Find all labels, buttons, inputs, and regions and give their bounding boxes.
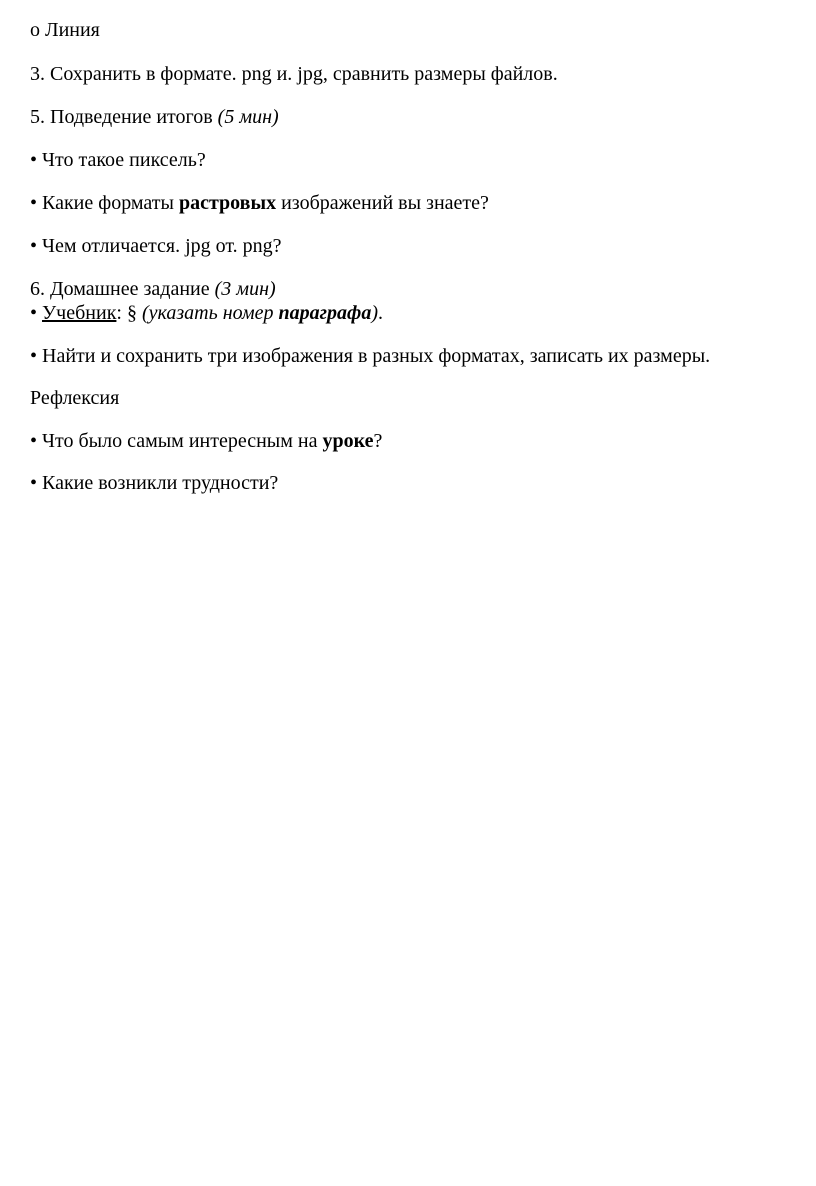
line-text: • Какие возникли трудности? <box>30 472 279 494</box>
instruction-note: (указать номер <box>141 302 279 324</box>
line-text: Рефлексия <box>30 387 120 409</box>
line-text: ? <box>373 430 383 452</box>
line-text: • Найти и сохранить три изображения в разных форматах, записать их размеры. <box>30 345 711 367</box>
line-text: • Что такое пиксель? <box>30 149 206 171</box>
doc-line-save-formats <box>30 62 558 86</box>
instruction-note-end: ) <box>371 302 379 324</box>
bold-italic-term: параграфа <box>278 302 372 324</box>
line-text: • Какие форматы <box>30 192 179 214</box>
doc-line-question-raster <box>30 191 489 215</box>
line-text: . <box>378 302 384 324</box>
doc-line-liniya <box>30 18 100 42</box>
doc-line-question-interesting <box>30 429 382 453</box>
line-text: изображений вы знаете? <box>276 192 489 214</box>
doc-line-textbook <box>30 301 383 325</box>
line-text: o Линия <box>30 19 100 41</box>
bold-term: растровых <box>178 192 277 214</box>
doc-line-find-images <box>30 344 710 368</box>
doc-line-summary-heading <box>30 105 279 129</box>
duration-note: (5 мин) <box>217 106 279 128</box>
doc-line-homework-heading <box>30 277 276 301</box>
line-text: : § <box>116 302 142 324</box>
line-text: 3. Сохранить в формате. png и. jpg, сравнить размеры файлов. <box>30 63 558 85</box>
line-text: 6. Домашнее задание <box>30 278 215 300</box>
line-text: • Что было самым интересным на <box>30 430 323 452</box>
textbook-label: Учебник <box>42 302 117 324</box>
doc-line-reflection-heading <box>30 386 119 410</box>
doc-line-question-jpg-png <box>30 234 281 258</box>
line-text: • Чем отличается. jpg от. png? <box>30 235 282 257</box>
doc-line-question-difficulties <box>30 471 278 495</box>
line-text: 5. Подведение итогов <box>30 106 218 128</box>
duration-note: (3 мин) <box>214 278 276 300</box>
doc-line-question-pixel <box>30 148 206 172</box>
bold-term: уроке <box>322 430 374 452</box>
bullet: • <box>30 302 43 324</box>
